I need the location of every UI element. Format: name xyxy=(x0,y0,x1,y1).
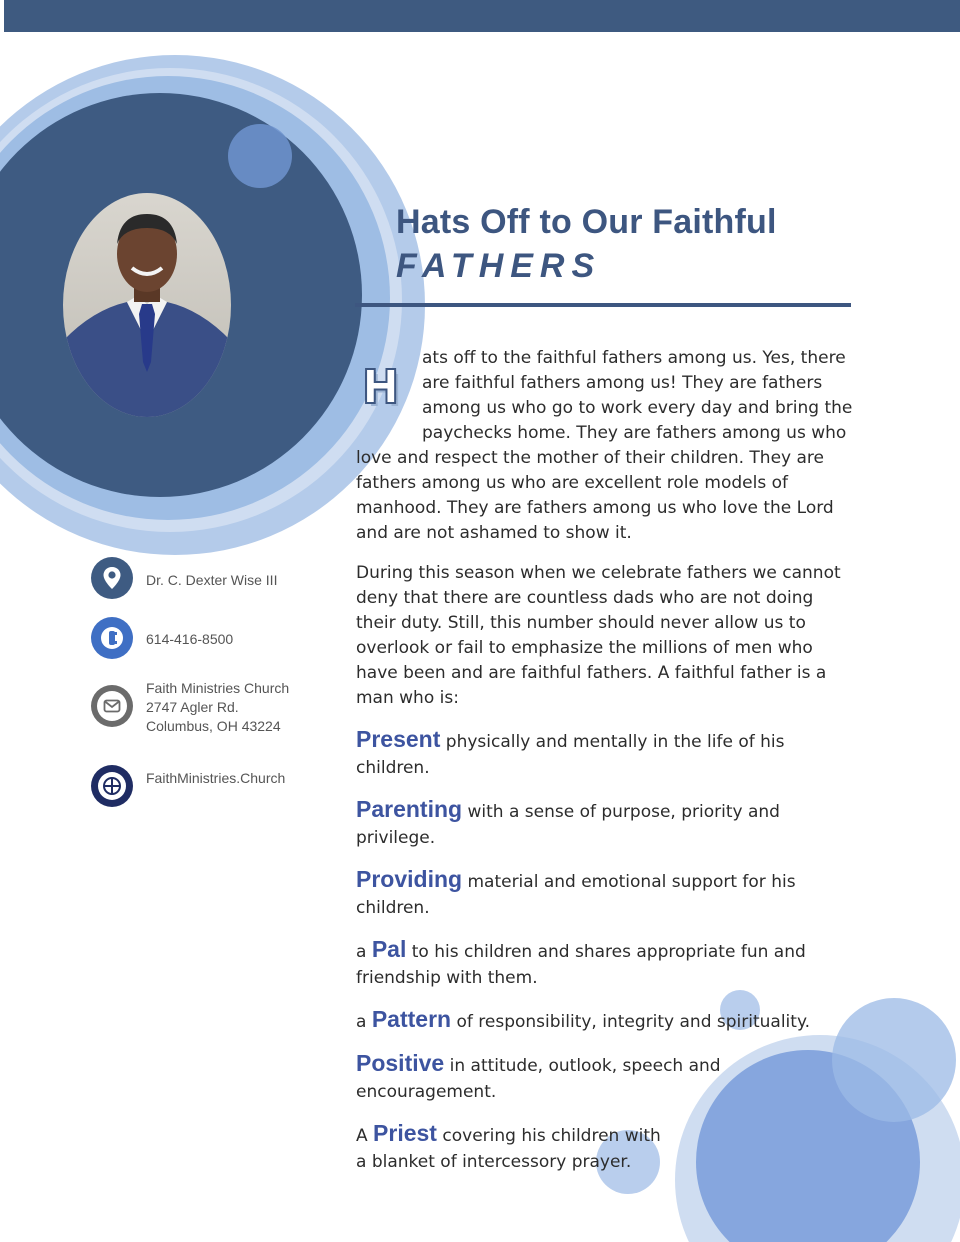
second-paragraph: During this season when we celebrate fathers we cannot deny that there are countless dads who are not doing their duty. Still, this number should never allow us to overlook or fail to emphasize the millions of men who have been and are faithful fathers. A faithful father is a man who is: xyxy=(356,563,841,708)
title-underline-rule xyxy=(355,303,851,307)
trait-text: with a sense of purpose, priority and privilege. xyxy=(356,802,780,848)
address-block xyxy=(146,679,289,736)
address-line: Columbus, OH 43224 xyxy=(146,718,281,734)
trait-item xyxy=(356,796,856,851)
small-accent-circle xyxy=(228,124,292,188)
trait-item xyxy=(356,1006,856,1035)
pastor-portrait-photo xyxy=(62,192,232,418)
trait-item xyxy=(356,866,856,921)
trait-text: material and emotional support for his children. xyxy=(356,872,796,918)
trait-prefix: A xyxy=(356,1126,374,1146)
trait-item xyxy=(356,936,856,991)
trait-item xyxy=(356,1050,726,1105)
trait-keyword: Present xyxy=(356,726,441,752)
trait-keyword: Priest xyxy=(373,1120,437,1146)
address-line: Faith Ministries Church xyxy=(146,680,290,696)
article-body xyxy=(356,346,856,1190)
title-line-2: FATHERS xyxy=(396,247,602,285)
title-line-1: Hats Off to Our Faithful xyxy=(396,203,777,241)
trait-item xyxy=(356,726,856,781)
intro-paragraph xyxy=(356,346,856,546)
trait-keyword: Positive xyxy=(356,1050,445,1076)
pastor-name: Dr. C. Dexter Wise III xyxy=(146,572,278,588)
trait-keyword: Pal xyxy=(371,936,407,962)
trait-prefix: a xyxy=(356,1012,372,1032)
location-pin-icon xyxy=(90,556,134,600)
trait-keyword: Providing xyxy=(356,866,463,892)
dropcap-letter: H xyxy=(364,360,398,412)
trait-text: covering his children with a blanket of intercessory prayer. xyxy=(356,1126,661,1172)
trait-keyword: Parenting xyxy=(356,796,463,822)
intro-text: ats off to the faithful fathers among us. Yes, there are faithful fathers among us! They are fathers among us who go to work every day and bring the paychecks home. They are fathers among us who love and respect the mother of their children. They are fathers among us who are excellent role models of manhood. They are fathers among us who love the Lord and are not ashamed to show it. xyxy=(356,348,853,543)
page-title xyxy=(396,200,896,288)
trait-text: physically and mentally in the life of his children. xyxy=(356,732,785,778)
trait-keyword: Pattern xyxy=(371,1006,452,1032)
mail-icon xyxy=(90,684,134,728)
trait-prefix: a xyxy=(356,942,372,962)
trait-text: to his children and shares appropriate fun and friendship with them. xyxy=(356,942,806,988)
dropcap xyxy=(356,356,422,428)
address-line: 2747 Agler Rd. xyxy=(146,699,239,715)
globe-icon xyxy=(90,764,134,808)
trait-item xyxy=(356,1120,666,1175)
phone-number: 614-416-8500 xyxy=(146,631,234,647)
phone-icon xyxy=(90,616,134,660)
trait-text: in attitude, outlook, speech and encouragement. xyxy=(356,1056,721,1102)
trait-text: of responsibility, integrity and spirituality. xyxy=(451,1012,810,1032)
website-url[interactable]: FaithMinistries.Church xyxy=(146,770,286,786)
